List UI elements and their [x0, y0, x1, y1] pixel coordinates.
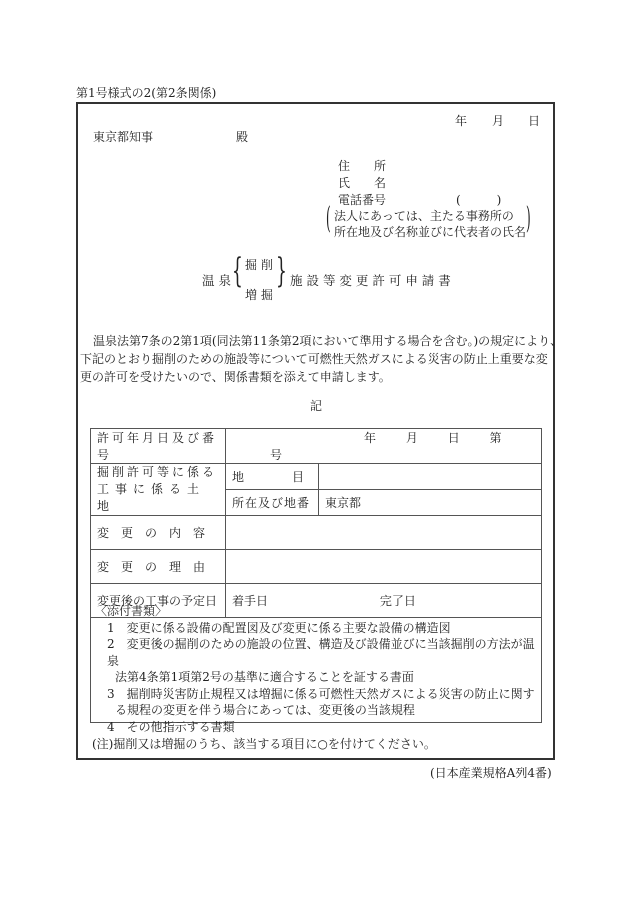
title-left-brace: { [232, 251, 243, 291]
change-reason-row [91, 550, 542, 584]
start-label: 着手日 [232, 594, 269, 608]
change-reason-label: 変 更 の 理 由 [91, 550, 226, 584]
date-year: 年 [455, 114, 468, 128]
body-line-1: 温泉法第7条の2第1項(同法第11条第2項において準用する場合を含む。)の規定により、 [93, 334, 563, 348]
change-content-label: 変 更 の 内 容 [91, 516, 226, 550]
body-line-3: 更の許可を受けたいので、関係書類を添えて申請します。 [80, 370, 391, 384]
change-content-value[interactable] [226, 516, 542, 550]
ki-label: 記 [310, 399, 323, 413]
land-label: 掘削許可等に係る 工事に係る土地 [91, 464, 226, 516]
title-suffix: 施 設 等 変 更 許 可 申 請 書 [290, 273, 451, 288]
end-label: 完了日 [379, 594, 416, 608]
body-line-2: 下記のとおり掘削のための施設等について可燃性天然ガスによる災害の防止上重要な変 [80, 352, 548, 366]
addressee: 東京都知事 [93, 130, 154, 144]
left-bracket: ( [326, 201, 331, 236]
change-content-row [91, 516, 542, 550]
title-right-brace: } [276, 251, 287, 291]
phone-label: 電話番号 [338, 193, 387, 207]
footer-standard: (日本産業規格A列4番) [430, 766, 552, 780]
change-reason-value[interactable] [226, 550, 542, 584]
honorific: 殿 [236, 130, 249, 144]
date-day: 日 [528, 114, 541, 128]
date-month: 月 [492, 114, 505, 128]
attachment-item: 1 変更に係る設備の配置図及び変更に係る主要な設備の構造図 [107, 620, 451, 635]
right-bracket: ) [526, 201, 531, 236]
chimoku-value[interactable] [319, 464, 542, 490]
title-prefix: 温 泉 [202, 273, 231, 288]
attachment-item: 3 掘削時災害防止規程又は増掘に係る可燃性天然ガスによる災害の防止に関す [107, 686, 535, 701]
note: (注)掘削又は増掘のうち、該当する項目に○を付けてください。 [92, 737, 436, 751]
location-label: 所在及び地番 [226, 490, 319, 516]
chimoku-row [91, 464, 542, 490]
attachment-item: 2 変更後の掘削のための施設の位置、構造及び設備並びに当該掘削の方法が温泉 [107, 637, 535, 668]
chimoku-label: 地 目 [226, 464, 319, 490]
attachments-box [90, 600, 542, 734]
attachment-item: 法第4条第1項第2号の基準に適合することを証する書面 [115, 670, 414, 684]
application-table [90, 428, 542, 618]
attachments-heading: 〈添付書類〉 [95, 604, 168, 618]
corp-note-line1: 法人にあっては、主たる事務所の [334, 209, 514, 223]
title-option-2: 増 掘 [245, 288, 273, 302]
permit-label: 許可年月日及び番号 [91, 429, 226, 464]
schedule-label: 変更後の工事の予定日 [91, 584, 226, 618]
address-label: 住 所 [338, 159, 387, 173]
name-label: 氏 名 [338, 176, 387, 190]
attachment-item: る規程の変更を伴う場合にあっては、変更後の当該規程 [115, 703, 415, 717]
title-option-1: 掘 削 [245, 258, 273, 272]
attachment-item: 4 その他指示する書類 [107, 719, 235, 734]
permit-row [91, 429, 542, 464]
corp-note-line2: 所在地及び名称並びに代表者の氏名 [334, 225, 527, 239]
location-value[interactable]: 東京都 [319, 490, 542, 516]
form-code: 第1号様式の2(第2条関係) [76, 86, 217, 100]
permit-value[interactable]: 年 月 日 第 号 [226, 429, 542, 464]
phone-parens: ( ) [456, 193, 502, 207]
